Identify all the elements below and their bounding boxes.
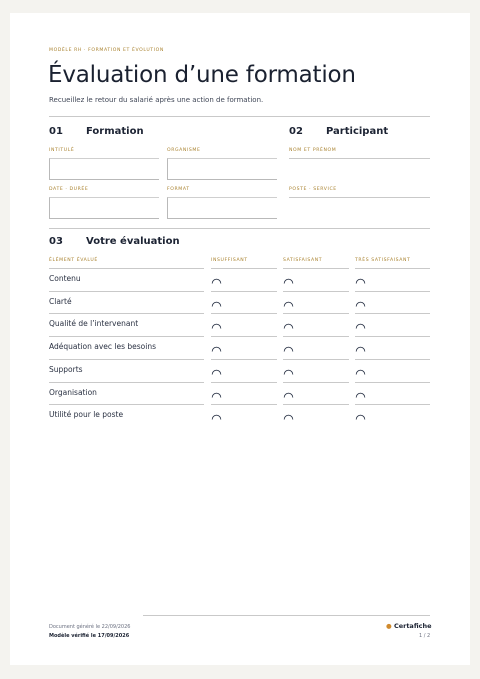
criterion-label: Organisation (49, 387, 97, 397)
section-number-evaluation: 03 (49, 236, 63, 247)
row-divider (211, 336, 277, 337)
criterion-label: Adéquation avec les besoins (49, 342, 156, 352)
criterion-label: Contenu (49, 274, 81, 283)
row-divider (49, 404, 204, 405)
radio-satisfaisant[interactable] (283, 410, 294, 421)
radio-circle-icon (211, 278, 222, 289)
radio-circle-icon (355, 392, 366, 403)
row-divider (355, 268, 430, 269)
row-divider (355, 382, 430, 383)
field-label-organisme: ORGANISME (167, 148, 201, 153)
row-divider (211, 291, 277, 292)
radio-circle-icon (283, 392, 294, 403)
criterion-label: Supports (49, 364, 83, 374)
radio-satisfaisant[interactable] (283, 365, 294, 376)
radio-satisfaisant[interactable] (283, 388, 294, 399)
radio-satisfaisant[interactable] (283, 319, 294, 330)
radio-insuffisant[interactable] (211, 319, 222, 330)
field-label-date-duree: DATE · DURÉE (49, 187, 89, 192)
row-divider (211, 404, 277, 405)
col-header-insuffisant: INSUFFISANT (211, 258, 248, 263)
radio-circle-icon (283, 346, 294, 357)
section-number-participant: 02 (289, 126, 303, 137)
radio-tres-satisfaisant[interactable] (355, 274, 366, 285)
radio-insuffisant[interactable] (211, 274, 222, 285)
row-divider (283, 336, 349, 337)
date-duree-field[interactable] (49, 197, 159, 219)
radio-tres-satisfaisant[interactable] (355, 365, 366, 376)
radio-circle-icon (211, 301, 222, 312)
radio-circle-icon (355, 414, 366, 425)
row-divider (211, 313, 277, 314)
brand-dot-icon: ● (386, 622, 392, 630)
format-field[interactable] (167, 197, 277, 219)
document-page (10, 13, 470, 665)
section-title-evaluation: Votre évaluation (86, 236, 180, 247)
page-subtitle: Recueillez le retour du salarié après une action de formation. (49, 96, 264, 104)
radio-circle-icon (211, 392, 222, 403)
row-divider (355, 313, 430, 314)
nom-prenom-field[interactable] (289, 158, 430, 159)
radio-insuffisant[interactable] (211, 388, 222, 399)
radio-circle-icon (355, 301, 366, 312)
header-divider (49, 116, 430, 117)
eyebrow-label: MODÈLE RH · FORMATION ET ÉVOLUTION (49, 48, 164, 53)
field-label-poste-service: POSTE · SERVICE (289, 187, 337, 192)
row-divider (283, 291, 349, 292)
section-number-formation: 01 (49, 126, 63, 137)
radio-circle-icon (355, 323, 366, 334)
footer-verified-date: Modèle vérifié le 17/09/2026 (49, 633, 130, 639)
footer-generated-date: Document généré le 22/09/2026 (49, 624, 131, 630)
row-divider (211, 359, 277, 360)
page-title: Évaluation d’une formation (48, 62, 356, 88)
intitule-field[interactable] (49, 158, 159, 180)
row-divider (283, 359, 349, 360)
radio-insuffisant[interactable] (211, 342, 222, 353)
field-label-format: FORMAT (167, 187, 190, 192)
row-divider (355, 404, 430, 405)
row-divider (355, 336, 430, 337)
radio-circle-icon (283, 301, 294, 312)
radio-circle-icon (211, 346, 222, 357)
radio-satisfaisant[interactable] (283, 297, 294, 308)
radio-satisfaisant[interactable] (283, 342, 294, 353)
radio-circle-icon (283, 278, 294, 289)
row-divider (211, 268, 277, 269)
radio-circle-icon (211, 323, 222, 334)
radio-insuffisant[interactable] (211, 410, 222, 421)
criterion-label: Qualité de l’intervenant (49, 319, 139, 329)
radio-insuffisant[interactable] (211, 365, 222, 376)
brand-logo (386, 622, 432, 630)
section-title-participant: Participant (326, 126, 389, 137)
row-divider (283, 313, 349, 314)
radio-circle-icon (283, 323, 294, 334)
row-divider (283, 382, 349, 383)
criterion-label: Utilité pour le poste (49, 410, 124, 420)
radio-insuffisant[interactable] (211, 297, 222, 308)
row-divider (49, 268, 204, 269)
criterion-label: Clarté (49, 296, 72, 306)
radio-circle-icon (283, 414, 294, 425)
organisme-field[interactable] (167, 158, 277, 180)
section-divider (49, 228, 430, 229)
col-header-satisfaisant: SATISFAISANT (283, 258, 323, 263)
row-divider (283, 404, 349, 405)
row-divider (49, 359, 204, 360)
row-divider (283, 268, 349, 269)
col-header-element: ÉLÉMENT ÉVALUÉ (49, 258, 98, 263)
radio-circle-icon (355, 346, 366, 357)
row-divider (49, 336, 204, 337)
field-label-nom-prenom: NOM ET PRÉNOM (289, 148, 337, 153)
radio-circle-icon (355, 369, 366, 380)
row-divider (49, 313, 204, 314)
radio-tres-satisfaisant[interactable] (355, 410, 366, 421)
row-divider (355, 359, 430, 360)
field-label-intitule: INTITULÉ (49, 148, 75, 153)
radio-tres-satisfaisant[interactable] (355, 297, 366, 308)
row-divider (211, 382, 277, 383)
row-divider (49, 291, 204, 292)
col-header-tres-satisfaisant: TRÈS SATISFAISANT (355, 258, 411, 263)
section-title-formation: Formation (86, 126, 144, 137)
poste-service-field[interactable] (289, 197, 430, 198)
radio-circle-icon (211, 369, 222, 380)
brand-name: Certafiche (393, 622, 432, 630)
row-divider (355, 291, 430, 292)
row-divider (49, 382, 204, 383)
radio-tres-satisfaisant[interactable] (355, 319, 366, 330)
footer-divider (143, 615, 430, 616)
radio-circle-icon (355, 278, 366, 289)
radio-circle-icon (211, 414, 222, 425)
page-number: 1 / 2 (419, 633, 431, 639)
radio-satisfaisant[interactable] (283, 274, 294, 285)
radio-tres-satisfaisant[interactable] (355, 388, 366, 399)
radio-circle-icon (283, 369, 294, 380)
radio-tres-satisfaisant[interactable] (355, 342, 366, 353)
